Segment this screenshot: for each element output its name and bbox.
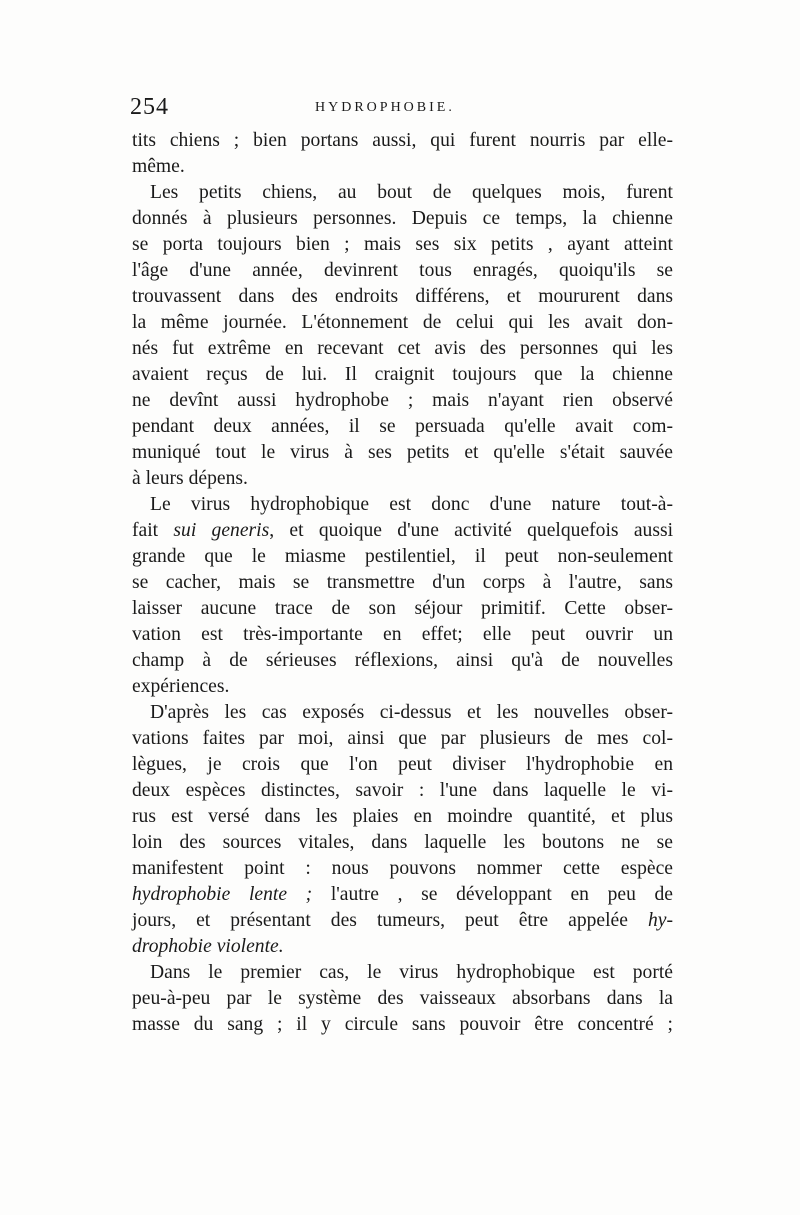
paragraph-start-line: Le virus hydrophobique est donc d'une nature tout-à-: [150, 494, 673, 515]
text-line: donnés à plusieurs personnes. Depuis ce temps, la chienne: [132, 208, 673, 229]
text-line: [132, 518, 673, 544]
italic-phrase: sui generis: [173, 520, 270, 541]
italic-phrase: hy-: [647, 910, 673, 931]
page-number: 254: [130, 94, 169, 120]
paragraph-start-line: Dans le premier cas, le virus hydrophobique est porté: [150, 962, 673, 983]
text-line: champ à de sérieuses réflexions, ainsi qu'à de nouvelles: [132, 650, 673, 671]
text-fragment: fait: [132, 520, 174, 541]
text-line: tits chiens ; bien portans aussi, qui furent nourris par elle-: [132, 130, 673, 151]
text-line: [132, 908, 673, 934]
text-line: se porta toujours bien ; mais ses six petits , ayant atteint: [132, 234, 673, 255]
paragraph-start-line: Les petits chiens, au bout de quelques mois, furent: [150, 182, 673, 203]
body-text: [132, 128, 673, 1038]
text-line: trouvassent dans des endroits différens, et moururent dans: [132, 286, 673, 307]
text-line: rus est versé dans les plaies en moindre quantité, et plus: [132, 806, 673, 827]
text-line: avaient reçus de lui. Il craignit toujours que la chienne: [132, 364, 673, 385]
text-line: deux espèces distinctes, savoir : l'une dans laquelle le vi-: [132, 780, 673, 801]
text-fragment: l'autre , se développant en peu de: [312, 884, 673, 905]
running-title: HYDROPHOBIE.: [315, 100, 455, 115]
text-fragment: , et quoique d'une activité quelquefois aussi: [269, 520, 674, 541]
text-line: à leurs dépens.: [132, 468, 248, 489]
text-line: [132, 882, 673, 908]
text-line: loin des sources vitales, dans laquelle les boutons ne se: [132, 832, 673, 853]
paragraph-start-line: D'après les cas exposés ci-dessus et les nouvelles obser-: [150, 702, 673, 723]
text-line: se cacher, mais se transmettre d'un corps à l'autre, sans: [132, 572, 673, 593]
text-line: même.: [132, 156, 185, 177]
text-line: lègues, je crois que l'on peut diviser l'hydrophobie en: [132, 754, 673, 775]
text-line: drophobie violente.: [132, 936, 284, 957]
text-line: vation est très-importante en effet; elle peut ouvrir un: [132, 624, 673, 645]
text-line: masse du sang ; il y circule sans pouvoir être concentré ;: [132, 1014, 673, 1035]
page-header: [130, 94, 680, 124]
text-line: pendant deux années, il se persuada qu'elle avait com-: [132, 416, 673, 437]
text-line: muniqué tout le virus à ses petits et qu'elle s'était sauvée: [132, 442, 673, 463]
text-line: expériences.: [132, 676, 230, 697]
text-line: grande que le miasme pestilentiel, il peut non-seulement: [132, 546, 673, 567]
text-line: laisser aucune trace de son séjour primitif. Cette obser-: [132, 598, 673, 619]
text-line: ne devînt aussi hydrophobe ; mais n'ayant rien observé: [132, 390, 673, 411]
text-line: vations faites par moi, ainsi que par plusieurs de mes col-: [132, 728, 673, 749]
text-line: peu-à-peu par le système des vaisseaux absorbans dans la: [132, 988, 673, 1009]
italic-phrase: hydrophobie lente ;: [132, 884, 313, 905]
text-line: manifestent point : nous pouvons nommer cette espèce: [132, 858, 673, 879]
text-line: nés fut extrême en recevant cet avis des personnes qui les: [132, 338, 673, 359]
text-line: la même journée. L'étonnement de celui qui les avait don-: [132, 312, 673, 333]
text-line: l'âge d'une année, devinrent tous enragés, quoiqu'ils se: [132, 260, 673, 281]
text-fragment: jours, et présentant des tumeurs, peut être appelée: [132, 910, 648, 931]
